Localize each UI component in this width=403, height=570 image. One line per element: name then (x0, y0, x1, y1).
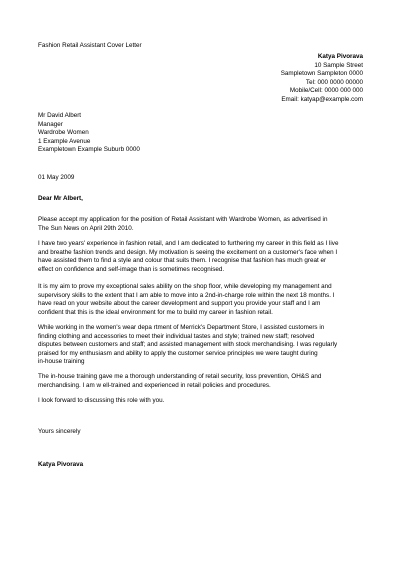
paragraph-line: finding clothing and accessories to meet their individual tastes and style; trained new staff; resolved (38, 332, 315, 340)
letter-date: 01 May 2009 (38, 174, 75, 181)
sender-name: Katya Pivorava (317, 53, 363, 60)
paragraph-line: The Sun News on April 29th 2010. (38, 224, 134, 232)
recipient-street: 1 Example Avenue (38, 137, 91, 145)
sender-mobile: Mobile/Cell: 0000 000 000 (289, 87, 363, 95)
paragraph-line: in-house training (38, 358, 85, 366)
paragraph-2 (38, 240, 368, 274)
paragraph-line: confident that this is the ideal environment for me to build my career in fashion retail. (38, 308, 273, 316)
paragraph-line: I have two years' experience in fashion retail, and I am dedicated to furthering my career in this field as I live (38, 240, 339, 247)
document-title: Fashion Retail Assistant Cover Letter (38, 42, 142, 49)
paragraph-line: have read on your website about the career development and support you provide your staff and I am (38, 300, 321, 308)
sender-block (281, 53, 363, 105)
closing: Yours sincerely (38, 428, 81, 435)
paragraph-line: I look forward to discussing this role with you. (38, 397, 165, 404)
paragraph-5 (38, 373, 368, 390)
paragraph-line: Please accept my application for the position of Retail Assistant with Wardrobe Women, as advertised in (38, 216, 328, 223)
paragraph-line: It is my aim to prove my exceptional sales ability on the shop floor, while developing my management and (38, 283, 332, 290)
sender-tel: Tel: 000 0000 00000 (305, 78, 363, 86)
paragraph-line: While working in the women's wear depa rtment of Merrick's Department Store, I assisted customers in (38, 324, 325, 331)
sender-address-line-2: Sampletown Sampleton 0000 (280, 70, 363, 78)
salutation: Dear Mr Albert, (38, 195, 83, 202)
paragraph-3 (38, 283, 368, 317)
paragraph-1 (38, 216, 368, 233)
paragraph-line: merchandising. I am w ell-trained and experienced in retail policies and procedures. (38, 381, 271, 389)
paragraph-line: The in-house training gave me a thorough understanding of retail security, loss prevention, OH&S and (38, 373, 322, 380)
signature-name: Katya Pivorava (38, 461, 84, 468)
recipient-company: Wardrobe Women (38, 129, 89, 137)
recipient-position: Manager (38, 120, 63, 128)
recipient-city: Exampletown Example Suburb 0000 (38, 146, 140, 154)
paragraph-4 (38, 324, 368, 367)
paragraph-line: have assisted them to find a style and colour that suits them. I recognise that fashion has much great er (38, 257, 327, 265)
paragraph-line: effect on confidence and self-image than is sometimes recognised. (38, 265, 225, 273)
paragraph-line: praised for my enthusiasm and ability to apply the customer service principles we were taught during (38, 349, 318, 357)
paragraph-line: and breathe fashion trends and design. My motivation is seeing the excitement on a customer's face when I (38, 248, 338, 256)
paragraph-line: disputes between customers and staff; and assisted management with stock merchandising. I was regularly (38, 341, 338, 349)
sender-email: Email: katyap@example.com (281, 95, 363, 103)
recipient-block (38, 112, 368, 155)
recipient-name: Mr David Albert (38, 112, 82, 119)
sender-address-line-1: 10 Sample Street (314, 61, 363, 69)
paragraph-line: supervisory skills to the extent that I am able to move into a 2nd-in-charge role within the next 18 months. I (38, 291, 335, 299)
paragraph-6 (38, 397, 368, 406)
